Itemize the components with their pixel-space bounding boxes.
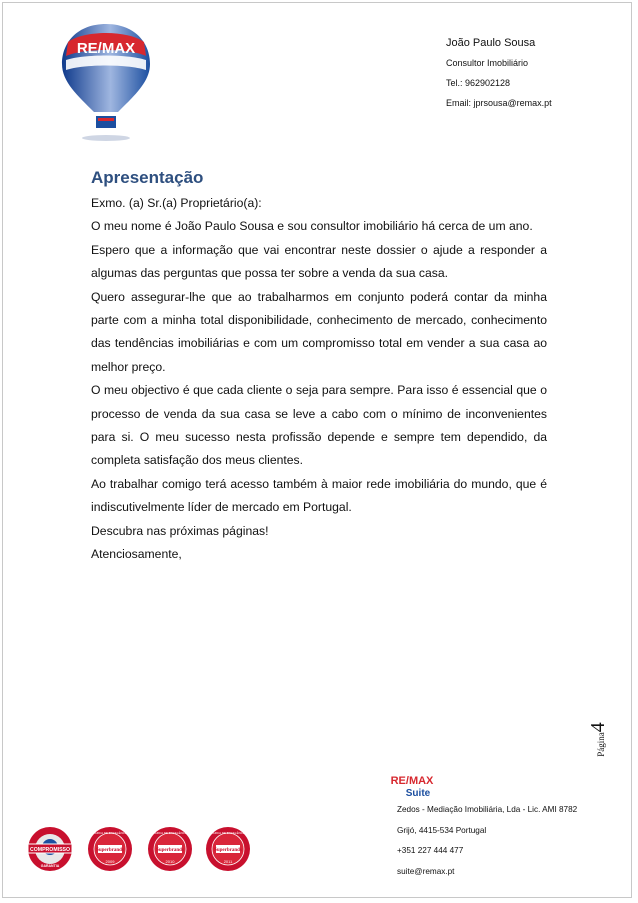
svg-text:RE/MAX: RE/MAX [390,775,434,787]
svg-text:2009: 2009 [105,859,115,864]
office-phone: +351 227 444 477 [397,846,464,855]
agent-phone: Tel.: 962902128 [446,78,511,88]
compromisso-badge-icon [26,825,74,873]
office-email[interactable]: suite@remax.pt [397,866,455,876]
svg-text:Superbrands: Superbrands [156,848,184,853]
paragraph: Descubra nas próximas páginas! [91,523,269,538]
paragraph: Ao trabalhar comigo terá acesso também à maior rede imobiliária do mundo, que é indiscutivelmente líder de mercado em Portugal. [91,476,547,515]
paragraph: Quero assegurar-lhe que ao trabalharmos em conjunto poderá contar da minha parte com a minha total disponibilidade, conhecimento de mercado, conhecimento das tendências imobiliárias e com um compromisso total em vender a sua casa ao melhor preço. [91,289,547,374]
svg-text:Superbrands: Superbrands [214,848,242,853]
excelencia-badge-icon [86,825,134,873]
page-title: Apresentação [91,168,204,187]
remax-balloon-logo [58,20,154,142]
page-label: Página [595,732,606,757]
office-info [397,800,577,882]
agent-email[interactable]: Email: jprsousa@remax.pt [446,98,552,108]
page-number [586,720,619,770]
svg-text:2011: 2011 [223,859,233,864]
award-badges [26,825,256,885]
paragraph: O meu objectivo é que cada cliente o seja para sempre. Para isso é essencial que o processo de venda da sua casa se leve a cabo com o mínimo de inconvenientes para si. O meu sucesso nesta profissão depende e sempre tem dependido, da completa satisfação dos meus clientes. [91,383,547,468]
paragraph: O meu nome é João Paulo Sousa e sou consultor imobiliário há cerca de um ano. [91,219,533,234]
svg-text:MARCA DE EXCELÊNCIA: MARCA DE EXCELÊNCIA [152,831,188,835]
paragraph: Espero que a informação que vai encontrar neste dossier o ajude a responder a algumas das perguntas que possa ter sobre a venda da sua casa. [91,242,547,281]
svg-text:2010: 2010 [165,859,175,864]
agent-contact [446,33,552,113]
agent-name: João Paulo Sousa [446,37,536,49]
svg-text:MARCA DE EXCELÊNCIA: MARCA DE EXCELÊNCIA [92,831,128,835]
agent-role: Consultor Imobiliário [446,58,529,68]
svg-text:MARCA DE EXCELÊNCIA: MARCA DE EXCELÊNCIA [210,831,246,835]
remax-suite-logo [388,773,436,799]
excelencia-badge-icon [204,825,252,873]
office-address: Grijó, 4415-534 Portugal [397,825,487,835]
letter-body [91,192,547,567]
page-number-value: 4 [586,722,609,733]
salutation: Exmo. (a) Sr.(a) Proprietário(a): [91,196,262,210]
excelencia-badge-icon [146,825,194,873]
svg-text:GARANTIA: GARANTIA [40,864,60,868]
office-company: Zedos - Mediação Imobiliária, Lda - Lic. AMI 8782 [397,805,578,814]
svg-text:Suite: Suite [405,788,431,799]
logo-text: RE/MAX [76,40,136,57]
svg-text:Superbrands: Superbrands [96,848,124,853]
svg-text:COMPROMISSO: COMPROMISSO [29,847,71,853]
closing: Atenciosamente, [91,547,182,562]
